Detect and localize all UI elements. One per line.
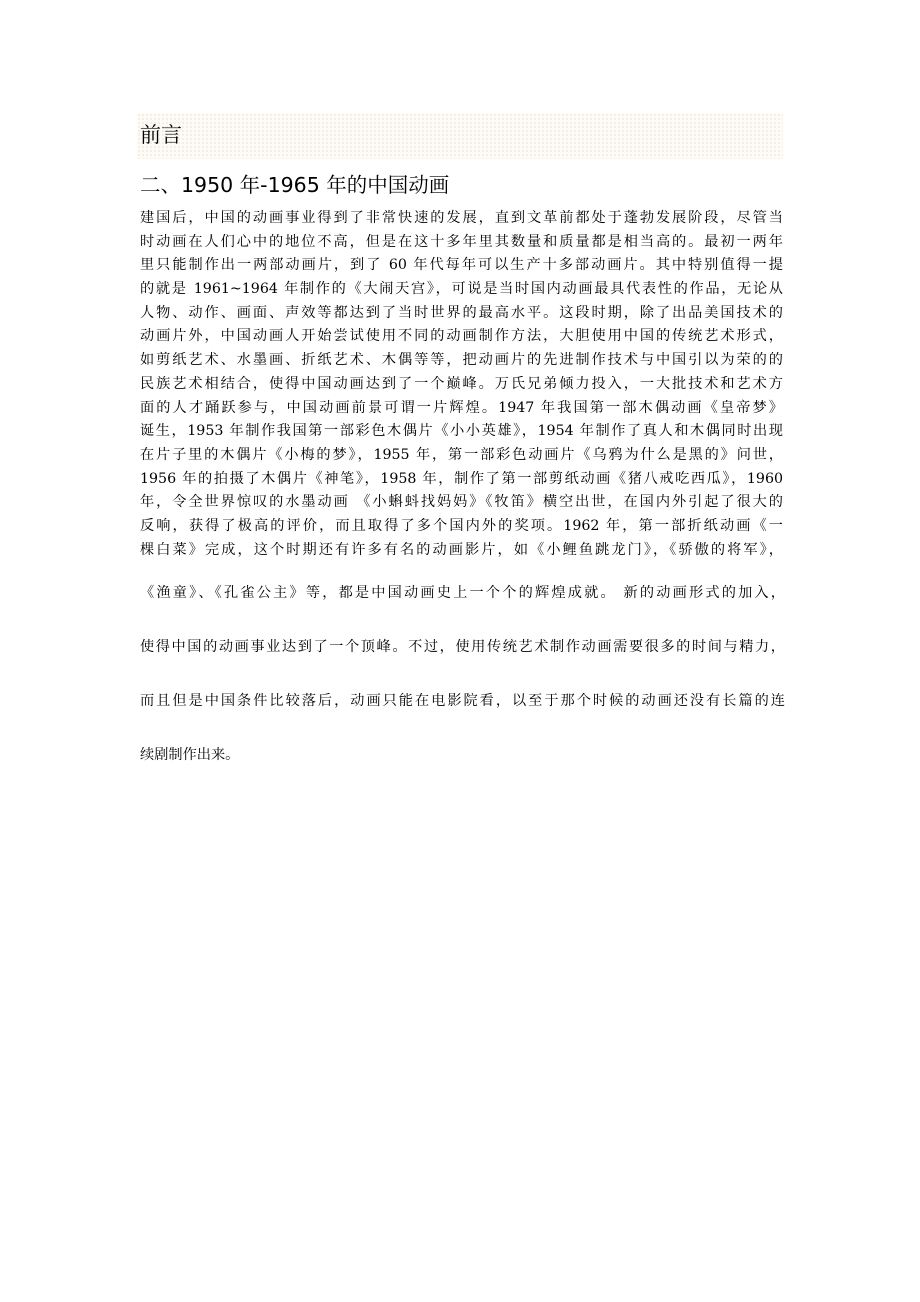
text-line: 而且但是中国条件比较落后，动画只能在电影院看，以至于那个时候的动画还没有长篇的连 (140, 693, 785, 709)
text-line: 在片子里的木偶片《小梅的梦》，1955 年，第一部彩色动画片《乌鸦为什么是黑的》问世， (140, 446, 783, 463)
text-line: 1956 年的拍摄了木偶片《神笔》，1958 年，制作了第一部剪纸动画《猪八戒吃西瓜》，1960 (140, 470, 783, 487)
text-line: 诞生，1953 年制作我国第一部彩色木偶片《小小英雄》，1954 年制作了真人和木偶同时出现 (140, 423, 783, 440)
text-line: 的就是 1961~1964 年制作的《大闹天宫》，可说是当时国内动画最具代表性的作品，无论从 (140, 281, 783, 298)
text-line: 里只能制作出一两部动画片，到了 60 年代每年可以生产十多部动画片。其中特别值得一提 (140, 257, 783, 274)
text-line: 反响，获得了极高的评价，而且取得了多个国内外的奖项。1962 年，第一部折纸动画《一 (140, 517, 783, 534)
text-line: 时动画在人们心中的地位不高，但是在这十多年里其数量和质量都是相当高的。最初一两年 (140, 233, 783, 250)
text-line: 年，令全世界惊叹的水墨动画 《小蝌蚪找妈妈》《牧笛》横空出世，在国内外引起了很大的 (140, 494, 783, 511)
text-line: 面的人才踊跃参与，中国动画前景可谓一片辉煌。1947 年我国第一部木偶动画《皇帝梦》 (140, 399, 783, 416)
text-line: 棵白菜》完成，这个时期还有许多有名的动画影片，如《小鲤鱼跳龙门》，《骄傲的将军》， (140, 541, 783, 558)
text-line: 如剪纸艺术、水墨画、折纸艺术、木偶等等，把动画片的先进制作技术与中国引以为荣的的 (140, 352, 783, 369)
text-line: 续剧制作出来。 (140, 747, 240, 763)
preface-heading-band (137, 113, 783, 159)
text-line: 动画片外，中国动画人开始尝试使用不同的动画制作方法，大胆使用中国的传统艺术形式， (140, 328, 783, 345)
body-paragraph-sparse (140, 578, 785, 794)
text-line: 人物、动作、画面、声效等都达到了当时世界的最高水平。这段时期，除了出品美国技术的 (140, 304, 783, 321)
text-line: 建国后，中国的动画事业得到了非常快速的发展，直到文革前都处于蓬勃发展阶段，尽管当 (140, 210, 783, 226)
text-line: 使得中国的动画事业达到了一个顶峰。不过，使用传统艺术制作动画需要很多的时间与精力， (140, 639, 785, 655)
section-title: 二、1950 年-1965 年的中国动画 (140, 173, 450, 197)
text-line: 《渔童》、《孔雀公主》等，都是中国动画史上一个个的辉煌成就。 新的动画形式的加入， (140, 585, 785, 601)
preface-heading: 前言 (140, 123, 182, 147)
text-line: 民族艺术相结合，使得中国动画达到了一个巅峰。万氏兄弟倾力投入，一大批技术和艺术方 (140, 375, 783, 392)
body-paragraph-dense (140, 207, 783, 562)
